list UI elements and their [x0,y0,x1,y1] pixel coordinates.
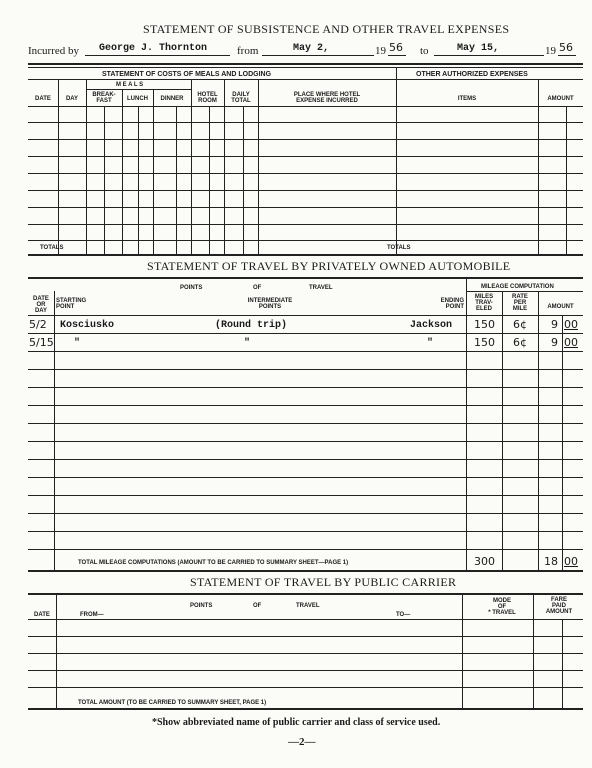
carrier-col-mode: MODE OF * TRAVEL [488,598,516,616]
carrier-total-label: TOTAL AMOUNT (TO BE CARRIED TO SUMMARY SHEET, PAGE 1) [78,700,267,706]
to-date-value: May 15, [457,43,500,54]
auto-row-miles: 150 [474,318,495,331]
auto-header-bottom [28,315,583,316]
auto-total-cents: 00 [564,555,578,568]
meals-top-rule [28,63,583,65]
auto-row-start: " [74,338,81,349]
auto-row-rate: 6¢ [513,336,527,349]
carrier-header-bottom [28,619,583,620]
auto-row-rule [28,495,583,496]
meals-row-rule [28,156,583,157]
page-number: —2— [288,736,316,748]
meals-row-rule [28,122,583,123]
auto-col-divider [562,315,563,570]
meals-col-divider [209,106,210,254]
auto-row-inter: " [244,338,251,349]
meals-col-amount: AMOUNT [547,96,574,102]
auto-col-rate: RATE PER MILE [512,294,528,312]
meals-col-divider [191,79,192,254]
auto-row-start: Kosciusko [60,320,115,331]
from-label: from [237,45,259,57]
auto-col-amount: AMOUNT [547,304,574,310]
meals-group-rule [86,89,191,90]
auto-row-rule [28,351,583,352]
meals-col-divider [86,79,87,254]
from-year-prefix: 19 [375,45,386,57]
meals-group-label: M E A L S [116,82,144,88]
auto-mileage-rule [466,291,583,292]
auto-row-rule [28,459,583,460]
carrier-col-divider [462,595,463,708]
auto-row-rule [28,531,583,532]
meals-col-divider [566,106,567,254]
auto-row-cents: 00 [564,336,578,349]
auto-col-start: STARTING POINT [56,298,87,310]
carrier-col-divider [56,595,57,708]
meals-row-rule [28,190,583,191]
meals-col-hotel: HOTEL ROOM [197,92,218,104]
auto-of-label: OF [253,285,262,291]
auto-row-rule [28,369,583,370]
meals-row-rule [28,173,583,174]
meals-row-rule [28,240,583,241]
meals-row-rule [28,207,583,208]
meals-col-day: DAY [65,96,79,102]
carrier-section-title: STATEMENT OF TRAVEL BY PUBLIC CARRIER [190,575,457,589]
auto-row-rule [28,405,583,406]
from-year-underline [388,55,406,56]
carrier-row-rule [28,653,583,654]
carrier-row-rule [28,687,583,688]
auto-total-dollars: 18 [544,555,558,568]
meals-bottom-rule [28,254,583,256]
to-year-value: 56 [559,41,573,54]
meals-col-dinner: DINNER [160,96,184,102]
auto-row-rule [28,477,583,478]
footer-note: *Show abbreviated name of public carrier and class of service used. [152,717,441,728]
carrier-top-rule [28,593,583,595]
auto-mileage-label: MILEAGE COMPUTATION [481,284,554,290]
auto-row-cents: 00 [564,318,578,331]
auto-row-date: 5/15 [29,336,54,349]
auto-row-date: 5/2 [29,318,47,331]
meals-row-rule [28,139,583,140]
meals-totals-right: TOTALS [387,245,411,251]
auto-col-divider [538,291,539,570]
auto-travel-label: TRAVEL [309,285,333,291]
auto-row-dollars: 9 [551,336,558,349]
auto-col-end: ENDING POINT [440,298,464,310]
carrier-bottom-rule [28,708,583,710]
meals-totals-left: TOTALS [40,245,64,251]
auto-row-rule [28,387,583,388]
carrier-points-label: POINTS [190,603,213,609]
meals-header-rule [28,79,583,80]
carrier-col-divider [533,595,534,708]
meals-col-items: ITEMS [457,96,477,102]
auto-row-miles: 150 [474,336,495,349]
auto-row-rule [28,423,583,424]
auto-points-label: POINTS [180,285,203,291]
meals-col-divider [58,79,59,254]
auto-row-rule [28,441,583,442]
meals-col-divider [153,89,154,254]
auto-row-rate: 6¢ [513,318,527,331]
auto-col-inter: INTERMEDIATE POINTS [247,298,293,310]
to-year-underline [558,55,576,56]
main-title: STATEMENT OF SUBSISTENCE AND OTHER TRAVEL EXPENSES [143,22,510,36]
auto-row-inter: (Round trip) [215,320,288,331]
from-year-value: 56 [389,41,403,54]
auto-col-divider [502,291,503,570]
meals-col-divider [122,89,123,254]
carrier-col-fare: FARE PAID AMOUNT [545,597,573,615]
meals-col-lunch: LUNCH [127,96,148,102]
meals-col-divider [396,67,397,254]
meals-col-divider [224,79,225,254]
meals-col-daily: DAILY TOTAL [231,92,251,104]
meals-col-divider [243,106,244,254]
carrier-travel-label: TRAVEL [296,603,320,609]
meals-col-divider [138,106,139,254]
auto-row-rule [28,513,583,514]
auto-col-miles: MILES TRAV- ELED [474,294,494,312]
carrier-row-rule [28,670,583,671]
meals-col-divider [258,79,259,254]
to-label: to [420,45,429,57]
to-year-prefix: 19 [545,45,556,57]
from-date-value: May 2, [293,43,330,54]
meals-col-divider [104,106,105,254]
carrier-row-rule [28,636,583,637]
meals-section-title: STATEMENT OF COSTS OF MEALS AND LODGING [102,71,272,78]
meals-col-divider [538,79,539,254]
carrier-of-label: OF [253,603,262,609]
meals-header-bottom [28,106,583,107]
auto-row-end: Jackson [410,320,453,331]
auto-col-date: DATE OR DAY [33,296,49,314]
auto-total-miles: 300 [474,555,495,568]
auto-section-title: STATEMENT OF TRAVEL BY PRIVATELY OWNED AUTOMOBILE [147,259,511,273]
auto-row-dollars: 9 [551,318,558,331]
carrier-from-label: FROM— [80,612,104,618]
other-expenses-title: OTHER AUTHORIZED EXPENSES [416,71,528,78]
incurred-by-underline [85,55,230,56]
to-date-underline [434,55,544,56]
meals-top-rule-2 [28,67,583,68]
incurred-by-label: Incurred by [28,45,80,57]
meals-row-rule [28,224,583,225]
carrier-to-label: TO— [396,612,411,618]
auto-total-label: TOTAL MILEAGE COMPUTATIONS (AMOUNT TO BE CARRIED TO SUMMARY SHEET—PAGE 1) [78,560,349,566]
from-date-underline [262,55,374,56]
auto-col-divider [466,279,467,570]
auto-row-rule [28,549,583,550]
meals-col-breakfast: BREAK- FAST [92,92,116,104]
incurred-by-value: George J. Thornton [99,43,208,54]
auto-top-rule [28,277,583,279]
meals-col-divider [176,106,177,254]
auto-col-divider [54,291,55,570]
auto-bottom-rule [28,570,583,572]
auto-row-rule [28,333,583,334]
meals-col-place: PLACE WHERE HOTEL EXPENSE INCURRED [293,92,361,104]
carrier-col-divider [562,619,563,708]
auto-row-end: " [427,338,434,349]
carrier-col-date: DATE [34,612,50,618]
meals-col-date: DATE [35,96,51,102]
